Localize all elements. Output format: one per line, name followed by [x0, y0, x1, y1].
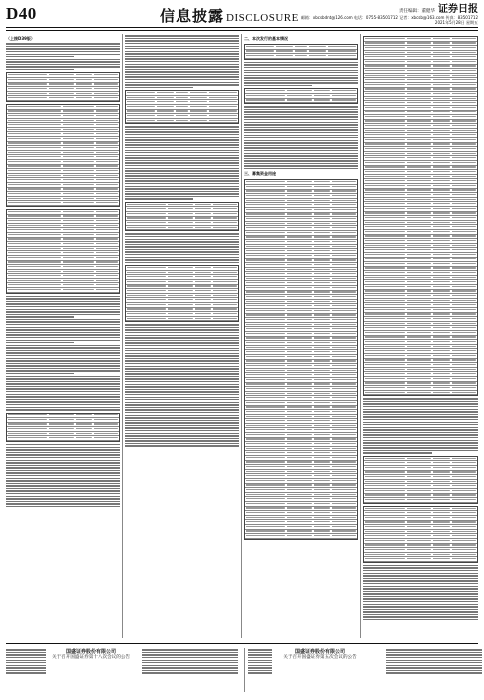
page-number: D40	[6, 4, 37, 23]
contact-line: 邮箱：xbcsbdnt@126.com 电话：0755-83501712 记者：xbcsb@163.com 传真：83501712	[300, 15, 478, 20]
body-text	[363, 565, 478, 621]
footer-notice-right	[244, 648, 482, 692]
section-title	[160, 5, 299, 26]
footer-notices	[6, 643, 478, 696]
body-text	[125, 324, 239, 447]
data-table	[363, 36, 478, 396]
body-text	[125, 233, 239, 263]
column-heading: 二、本次发行的基本情况	[244, 36, 288, 41]
brand-logo: 证券日报	[438, 4, 478, 15]
body-text	[244, 62, 358, 87]
issue-date: 2021年5月28日 星期五	[434, 20, 478, 25]
body-text	[6, 648, 46, 675]
body-text	[142, 648, 238, 675]
column-divider	[122, 34, 123, 638]
body-text	[125, 126, 239, 200]
body-text	[6, 296, 120, 411]
data-table	[125, 202, 239, 232]
masthead-info	[293, 4, 478, 25]
column-2	[125, 34, 239, 638]
body-text	[363, 398, 478, 454]
footer-notice-left	[6, 648, 238, 692]
body-text	[386, 648, 482, 675]
column-1	[6, 34, 120, 638]
body-text	[125, 35, 239, 88]
column-4	[363, 34, 478, 638]
data-table	[244, 44, 358, 60]
data-table	[125, 90, 239, 124]
column-divider	[360, 34, 361, 638]
header-rule	[6, 27, 478, 28]
notice-title	[46, 649, 136, 661]
data-table	[244, 179, 358, 539]
editor-line: 责任编辑：董健华	[399, 9, 435, 14]
section-title-en: DISCLOSURE	[226, 12, 299, 24]
body-text	[6, 444, 120, 507]
header-rule-thin	[6, 30, 478, 31]
data-table	[6, 72, 120, 102]
data-table	[244, 88, 358, 104]
notice-subject: 关于召开国盛证券第五次会议的公告	[283, 655, 357, 660]
column-divider	[241, 34, 242, 638]
column-3	[244, 34, 358, 638]
body-text	[244, 106, 358, 169]
data-table	[363, 456, 478, 504]
data-table	[6, 413, 120, 443]
data-table	[6, 209, 120, 294]
notice-company: 国盛证券股份有限公司	[65, 649, 116, 655]
data-table	[363, 506, 478, 563]
column-heading: （上接D39版）	[6, 36, 35, 41]
section-title-cn: 信息披露	[160, 7, 225, 25]
body-text	[248, 648, 272, 675]
data-table	[125, 265, 239, 322]
notice-title	[272, 649, 368, 661]
data-table	[6, 104, 120, 207]
body-text	[6, 43, 120, 70]
notice-company: 国盛证券股份有限公司	[294, 649, 345, 655]
notice-subject: 关于召开国盛证券第十八次会议的公告	[51, 655, 131, 660]
column-heading: 三、募集资金用途	[244, 171, 276, 177]
